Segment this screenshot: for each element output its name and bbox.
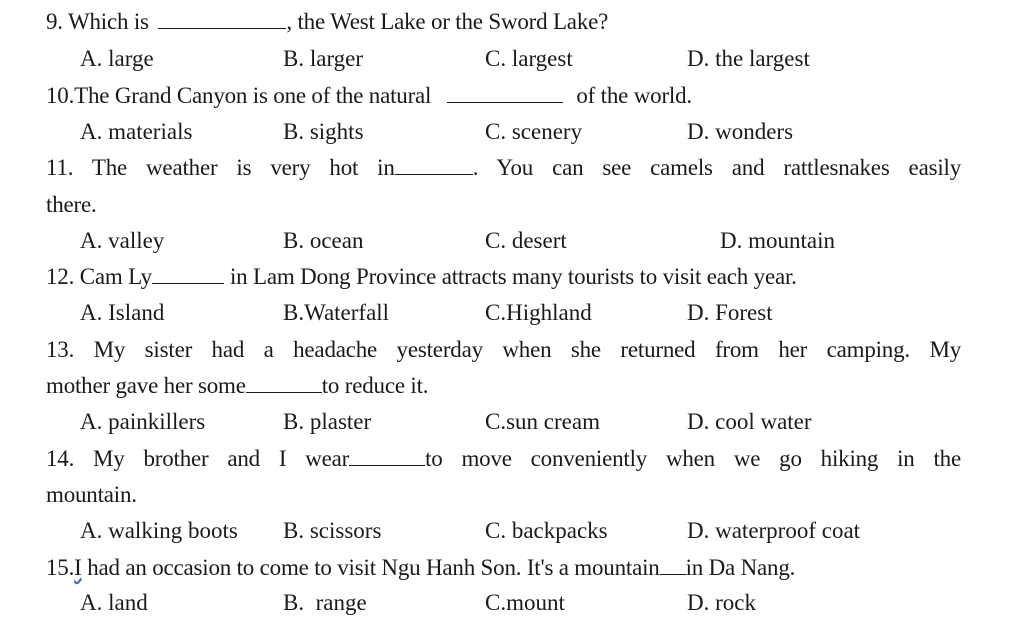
question-9: [46, 10, 608, 33]
question-15-option-b: B. range: [283, 590, 367, 615]
question-11-option-d: D. mountain: [720, 228, 835, 253]
question-15-text-after: in Da Nang.: [685, 555, 796, 580]
question-14-options: [0, 519, 1024, 547]
question-10-text-before: 10.The Grand Canyon is one of the natural: [46, 83, 432, 108]
question-12: [46, 265, 797, 288]
question-13-option-b: B. plaster: [283, 409, 372, 434]
question-13-options: [0, 410, 1024, 438]
question-12-text-after: in Lam Dong Province attracts many tourists to visit each year.: [229, 264, 797, 289]
question-13-text-after: to reduce it.: [321, 373, 429, 398]
question-14-text-before: 14. My brother and I wear: [46, 446, 350, 471]
question-11-option-b: B. ocean: [283, 228, 364, 253]
question-11-options: [0, 229, 1024, 257]
question-15-option-c: C.mount: [485, 590, 565, 615]
question-11-continued: there.: [46, 192, 97, 217]
question-12-blank: [152, 265, 224, 284]
question-10-blank: [447, 84, 563, 103]
question-15-number: 15.: [46, 555, 75, 580]
question-9-option-b: B. larger: [283, 46, 364, 71]
question-15-options: [0, 591, 1024, 619]
question-13-text-before: mother gave her some: [46, 373, 246, 398]
question-10-option-d: D. wonders: [687, 119, 794, 144]
question-12-options: [0, 301, 1024, 329]
question-11-blank: [395, 156, 473, 175]
question-15: [46, 556, 795, 579]
question-13-option-c: C.sun cream: [485, 409, 600, 434]
question-15-option-a: A. land: [80, 590, 148, 615]
question-11-text-after: . You can see camels and rattlesnakes easily: [472, 155, 962, 180]
question-9-options: [0, 47, 1024, 75]
question-14-text-after: to move conveniently when we go hiking in the: [425, 446, 961, 471]
question-14-continued: mountain.: [46, 482, 137, 507]
question-12-option-d: D. Forest: [687, 300, 773, 325]
question-15-option-d: D. rock: [687, 590, 756, 615]
question-15-text-before: had an occasion to come to visit Ngu Hanh Son. It's a mountain: [87, 555, 660, 580]
question-13-continued: [46, 374, 428, 397]
question-9-blank: [158, 10, 286, 29]
question-12-option-b: B.Waterfall: [283, 300, 390, 325]
question-11-option-c: C. desert: [485, 228, 567, 253]
question-14: [46, 447, 961, 470]
question-12-option-a: A. Island: [80, 300, 165, 325]
question-14-option-a: A. walking boots: [80, 518, 238, 543]
question-9-option-a: A. large: [80, 46, 154, 71]
question-14-option-d: D. waterproof coat: [687, 518, 861, 543]
question-13-blank: [246, 374, 322, 393]
question-10-option-a: A. materials: [80, 119, 193, 144]
question-14-blank: [349, 447, 425, 466]
question-14-option-b: B. scissors: [283, 518, 382, 543]
question-9-text-before: Which is: [68, 9, 149, 34]
question-9-option-c: C. largest: [485, 46, 573, 71]
question-12-text-before: 12. Cam Ly: [46, 264, 152, 289]
question-13-option-a: A. painkillers: [80, 409, 206, 434]
question-13-line-1: 13. My sister had a headache yesterday when she returned from her camping. My: [46, 337, 961, 362]
question-9-number: 9.: [46, 9, 63, 34]
question-13: [46, 338, 961, 361]
question-10-text-after: of the world.: [576, 83, 692, 108]
question-13-option-d: D. cool water: [687, 409, 812, 434]
question-14-option-c: C. backpacks: [485, 518, 608, 543]
question-12-option-c: C.Highland: [485, 300, 592, 325]
question-9-option-d: D. the largest: [687, 46, 810, 71]
question-10-option-c: C. scenery: [485, 119, 583, 144]
question-10-options: [0, 120, 1024, 148]
question-10-option-b: B. sights: [283, 119, 364, 144]
question-11: [46, 156, 961, 179]
question-10: [46, 84, 692, 107]
question-11-text-before: 11. The weather is very hot in: [46, 155, 395, 180]
question-11-option-a: A. valley: [80, 228, 165, 253]
question-15-blank: [660, 556, 686, 575]
question-15-spellcheck-word: I: [74, 555, 82, 580]
question-9-text-after: , the West Lake or the Sword Lake?: [286, 9, 609, 34]
